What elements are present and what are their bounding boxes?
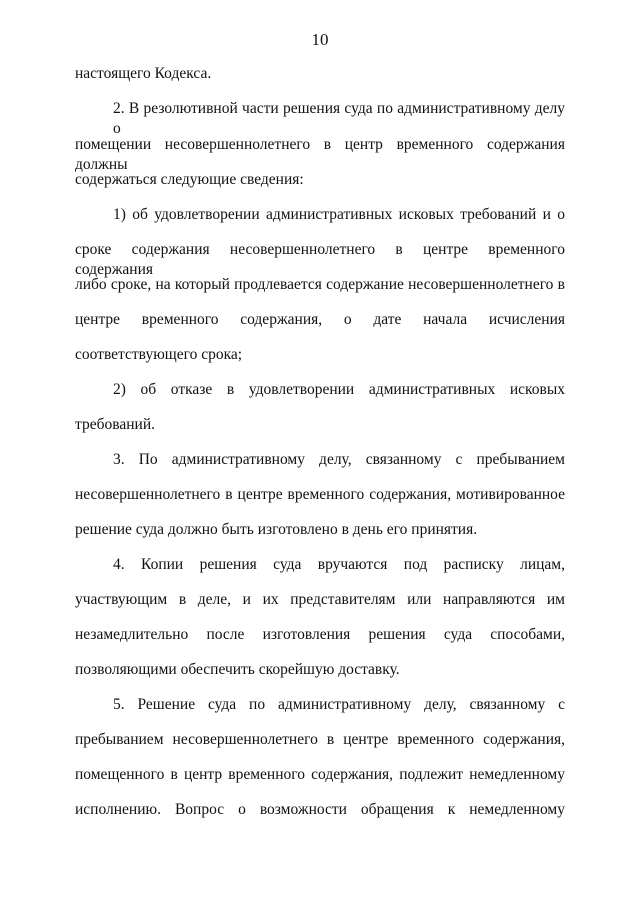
page-number: 10	[311, 30, 329, 49]
text-line: сроке содержания несовершеннолетнего в центре временного содержания	[75, 241, 565, 278]
text-line: 3. По административному делу, связанному с пребыванием	[113, 451, 565, 468]
text-line: помещенного в центр временного содержания, подлежит немедленному	[75, 766, 565, 783]
text-line: решение суда должно быть изготовлено в день его принятия.	[75, 521, 478, 538]
text-line: пребыванием несовершеннолетнего в центре временного содержания,	[75, 731, 565, 748]
text-line: 4. Копии решения суда вручаются под расписку лицам,	[113, 556, 565, 573]
text-line: исполнению. Вопрос о возможности обращения к немедленному	[75, 801, 565, 818]
text-line: 2) об отказе в удовлетворении административных исковых	[113, 381, 565, 398]
text-line: 1) об удовлетворении административных исковых требований и о	[113, 206, 565, 223]
text-line: 2. В резолютивной части решения суда по административному делу о	[113, 100, 565, 137]
text-line: настоящего Кодекса.	[75, 65, 212, 82]
text-line: помещении несовершеннолетнего в центр временного содержания должны	[75, 136, 565, 173]
text-line: участвующим в деле, и их представителям или направляются им	[75, 591, 565, 608]
text-line: 5. Решение суда по административному делу, связанному с	[113, 696, 565, 713]
text-line: незамедлительно после изготовления решения суда способами,	[75, 626, 565, 643]
text-line: соответствующего срока;	[75, 346, 243, 363]
text-line: требований.	[75, 416, 155, 433]
text-line: содержаться следующие сведения:	[75, 171, 304, 188]
text-line: либо сроке, на который продлевается содержание несовершеннолетнего в	[75, 276, 565, 293]
text-line: центре временного содержания, о дате начала исчисления	[75, 311, 565, 328]
text-line: несовершеннолетнего в центре временного содержания, мотивированное	[75, 486, 565, 503]
text-line: позволяющими обеспечить скорейшую доставку.	[75, 661, 400, 678]
